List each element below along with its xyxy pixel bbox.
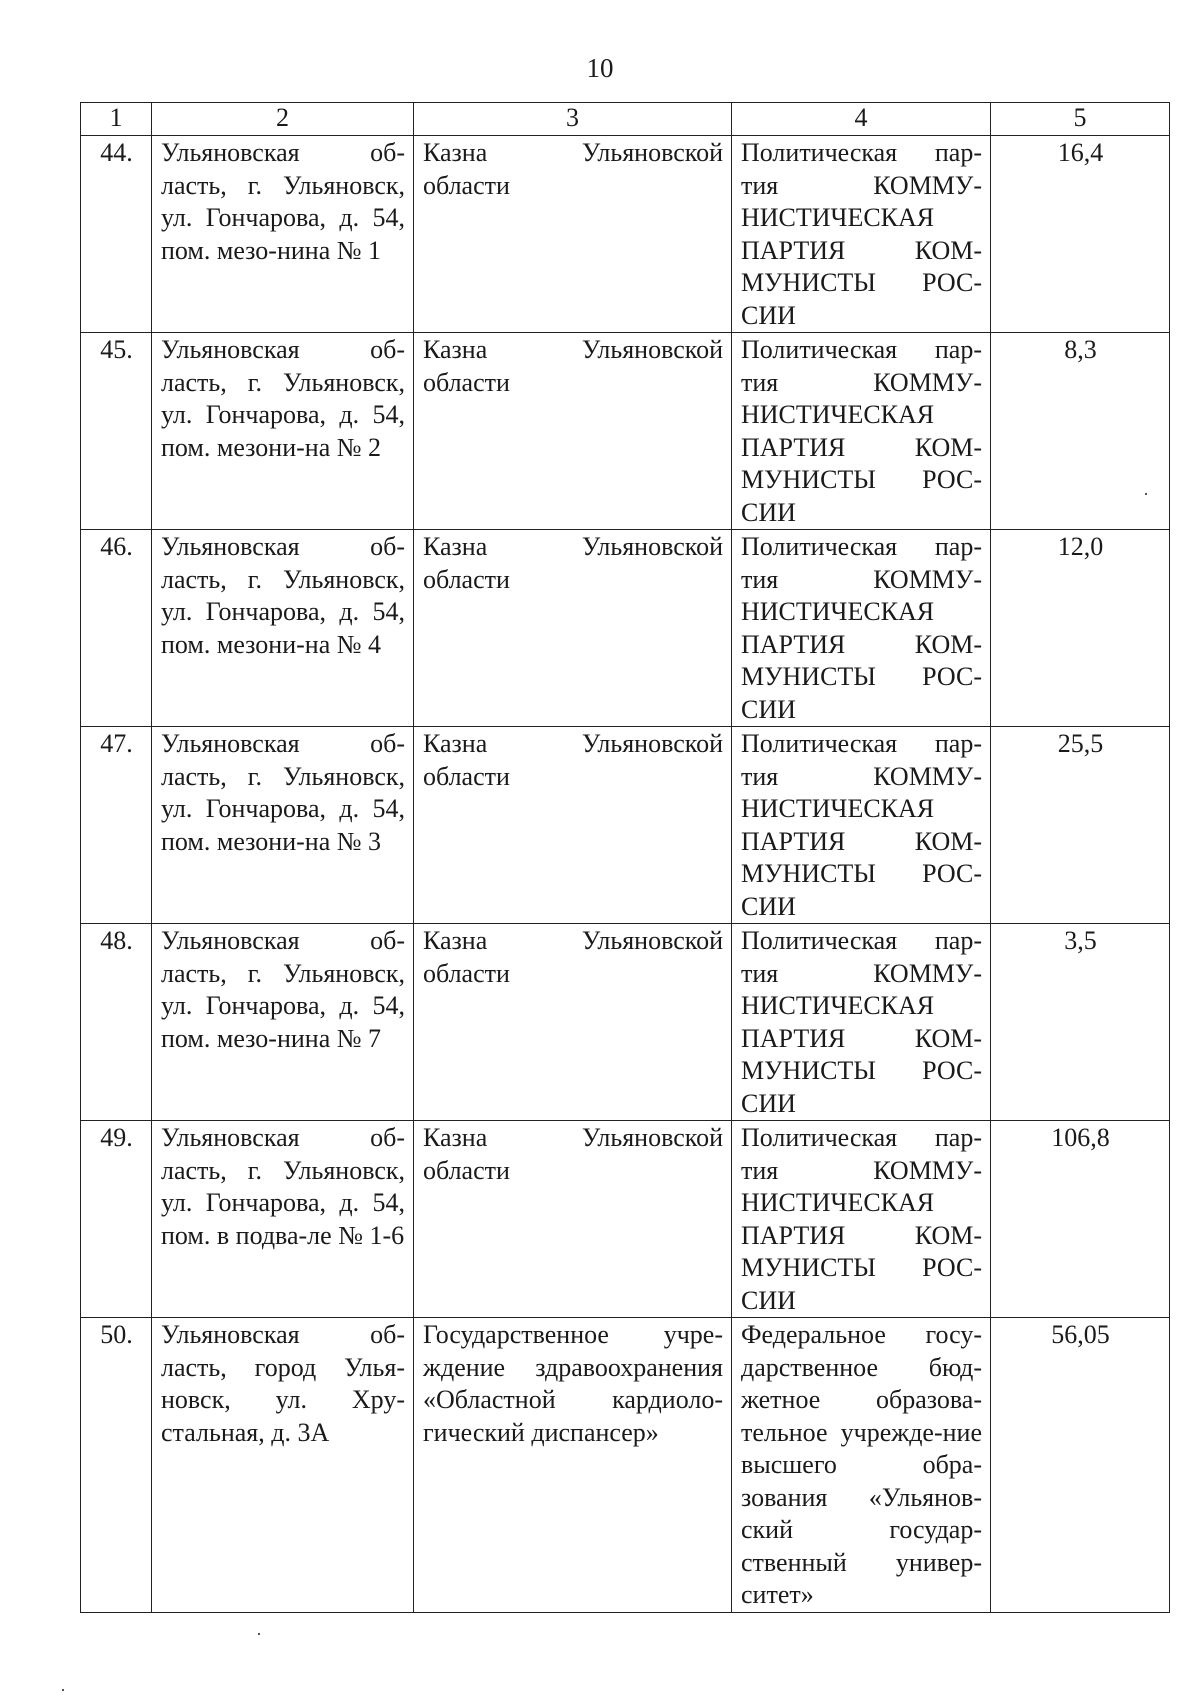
- user-cell: Федеральное госу-дарственное бюд-жетное образова-тельное учрежде-ние высшего обра-зования «Ульянов-ский государ-ственный универ-ситет»: [732, 1318, 991, 1613]
- area-cell: 16,4: [991, 136, 1170, 333]
- holder-cell: Казна Ульяновской области: [414, 136, 732, 333]
- row-number: 49.: [81, 1121, 152, 1318]
- area-cell: 56,05: [991, 1318, 1170, 1613]
- holder-cell: Казна Ульяновской области: [414, 530, 732, 727]
- holder-cell: Казна Ульяновской области: [414, 333, 732, 530]
- table-row: [81, 1318, 1170, 1613]
- table-row: [81, 530, 1170, 727]
- table-row: [81, 1121, 1170, 1318]
- row-number: 50.: [81, 1318, 152, 1613]
- column-header: 1: [81, 103, 152, 136]
- user-cell: Политическая пар-тия КОММУ-НИСТИЧЕСКАЯ ПАРТИЯ КОМ-МУНИСТЫ РОС-СИИ: [732, 333, 991, 530]
- address-cell: Ульяновская об-ласть, г. Ульяновск, ул. Гончарова, д. 54, пом. мезони-на № 2: [152, 333, 414, 530]
- holder-cell: Государственное учре-ждение здравоохранения «Областной кардиоло-гический диспансер»: [414, 1318, 732, 1613]
- stray-dot-mark: ·: [60, 1680, 66, 1700]
- area-cell: 25,5: [991, 727, 1170, 924]
- user-cell: Политическая пар-тия КОММУ-НИСТИЧЕСКАЯ ПАРТИЯ КОМ-МУНИСТЫ РОС-СИИ: [732, 727, 991, 924]
- user-cell: Политическая пар-тия КОММУ-НИСТИЧЕСКАЯ ПАРТИЯ КОМ-МУНИСТЫ РОС-СИИ: [732, 136, 991, 333]
- table-row: [81, 924, 1170, 1121]
- column-header: 2: [152, 103, 414, 136]
- address-cell: Ульяновская об-ласть, г. Ульяновск, ул. Гончарова, д. 54, пом. мезони-на № 4: [152, 530, 414, 727]
- holder-cell: Казна Ульяновской области: [414, 727, 732, 924]
- table-row: [81, 727, 1170, 924]
- row-number: 45.: [81, 333, 152, 530]
- column-header: 5: [991, 103, 1170, 136]
- property-table: [80, 102, 1170, 1613]
- table-row: [81, 333, 1170, 530]
- area-cell: 12,0: [991, 530, 1170, 727]
- holder-cell: Казна Ульяновской области: [414, 924, 732, 1121]
- row-number: 48.: [81, 924, 152, 1121]
- address-cell: Ульяновская об-ласть, г. Ульяновск, ул. Гончарова, д. 54, пом. мезо-нина № 1: [152, 136, 414, 333]
- user-cell: Политическая пар-тия КОММУ-НИСТИЧЕСКАЯ ПАРТИЯ КОМ-МУНИСТЫ РОС-СИИ: [732, 1121, 991, 1318]
- area-cell: 8,3: [991, 333, 1170, 530]
- address-cell: Ульяновская об-ласть, г. Ульяновск, ул. Гончарова, д. 54, пом. в подва-ле № 1-6: [152, 1121, 414, 1318]
- address-cell: Ульяновская об-ласть, г. Ульяновск, ул. Гончарова, д. 54, пом. мезо-нина № 7: [152, 924, 414, 1121]
- row-number: 46.: [81, 530, 152, 727]
- row-number: 44.: [81, 136, 152, 333]
- user-cell: Политическая пар-тия КОММУ-НИСТИЧЕСКАЯ ПАРТИЯ КОМ-МУНИСТЫ РОС-СИИ: [732, 924, 991, 1121]
- holder-cell: Казна Ульяновской области: [414, 1121, 732, 1318]
- table-row: [81, 136, 1170, 333]
- address-cell: Ульяновская об-ласть, город Улья-новск, ул. Хру-стальная, д. 3А: [152, 1318, 414, 1613]
- address-cell: Ульяновская об-ласть, г. Ульяновск, ул. Гончарова, д. 54, пом. мезони-на № 3: [152, 727, 414, 924]
- row-number: 47.: [81, 727, 152, 924]
- column-header: 3: [414, 103, 732, 136]
- area-cell: 3,5: [991, 924, 1170, 1121]
- stray-dot-mark: ·: [1143, 484, 1149, 504]
- user-cell: Политическая пар-тия КОММУ-НИСТИЧЕСКАЯ ПАРТИЯ КОМ-МУНИСТЫ РОС-СИИ: [732, 530, 991, 727]
- column-header: 4: [732, 103, 991, 136]
- area-cell: 106,8: [991, 1121, 1170, 1318]
- page-number: 10: [586, 53, 614, 83]
- stray-dot-mark: ·: [256, 1624, 262, 1644]
- table-header-row: [81, 103, 1170, 136]
